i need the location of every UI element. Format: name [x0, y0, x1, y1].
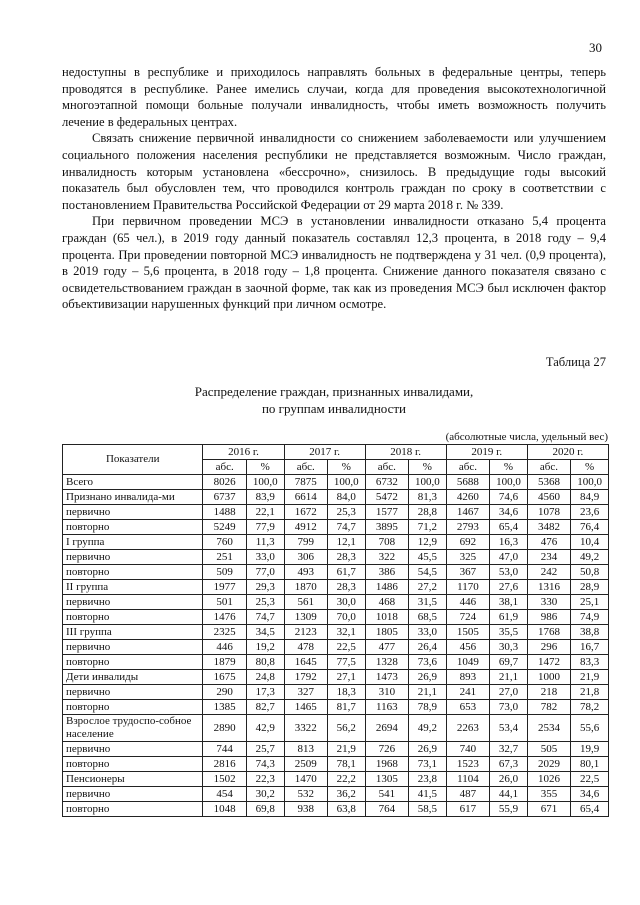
pct-value-cell: 27,2 [409, 580, 447, 595]
row-label: Пенсионеры [63, 772, 203, 787]
abs-value-cell: 242 [527, 565, 570, 580]
pct-value-cell: 26,0 [490, 772, 528, 787]
row-label: Признано инвалида-ми [63, 490, 203, 505]
abs-value-cell: 813 [284, 742, 327, 757]
row-label: первично [63, 550, 203, 565]
pct-value-cell: 21,9 [327, 742, 365, 757]
abs-value-cell: 1026 [527, 772, 570, 787]
pct-value-cell: 26,9 [409, 742, 447, 757]
pct-value-cell: 49,2 [409, 715, 447, 742]
table-row [63, 787, 609, 802]
table-row [63, 475, 609, 490]
row-label: повторно [63, 802, 203, 817]
row-label: повторно [63, 757, 203, 772]
table-label: Таблица 27 [545, 355, 606, 369]
row-label: Дети инвалиды [63, 670, 203, 685]
row-label: повторно [63, 565, 203, 580]
abs-value-cell: 386 [365, 565, 408, 580]
pct-value-cell: 22,1 [246, 505, 284, 520]
abs-value-cell: 476 [527, 535, 570, 550]
pct-value-cell: 26,9 [409, 670, 447, 685]
abs-value-cell: 1170 [446, 580, 489, 595]
abs-value-cell: 1645 [284, 655, 327, 670]
row-label: повторно [63, 655, 203, 670]
abs-value-cell: 744 [203, 742, 246, 757]
pct-value-cell: 31,5 [409, 595, 447, 610]
pct-value-cell: 10,4 [571, 535, 609, 550]
row-label: первично [63, 505, 203, 520]
abs-value-cell: 938 [284, 802, 327, 817]
caption-line: по группам инвалидности [261, 401, 407, 416]
pct-value-cell: 22,5 [327, 640, 365, 655]
pct-value-cell: 25,3 [246, 595, 284, 610]
abs-header: абс. [527, 460, 570, 475]
abs-value-cell: 708 [365, 535, 408, 550]
pct-value-cell: 63,8 [327, 802, 365, 817]
pct-value-cell: 32,1 [327, 625, 365, 640]
abs-value-cell: 478 [284, 640, 327, 655]
pct-value-cell: 84,9 [571, 490, 609, 505]
pct-value-cell: 69,7 [490, 655, 528, 670]
pct-value-cell: 56,2 [327, 715, 365, 742]
pct-value-cell: 34,5 [246, 625, 284, 640]
row-label: повторно [63, 520, 203, 535]
table-caption [62, 383, 606, 417]
abs-value-cell: 509 [203, 565, 246, 580]
pct-value-cell: 17,3 [246, 685, 284, 700]
pct-value-cell: 50,8 [571, 565, 609, 580]
abs-value-cell: 764 [365, 802, 408, 817]
abs-value-cell: 322 [365, 550, 408, 565]
pct-value-cell: 80,1 [571, 757, 609, 772]
table-row [63, 625, 609, 640]
pct-value-cell: 55,6 [571, 715, 609, 742]
page-number: 30 [589, 40, 602, 55]
pct-value-cell: 82,7 [246, 700, 284, 715]
abs-value-cell: 760 [203, 535, 246, 550]
table-row [63, 535, 609, 550]
abs-value-cell: 2123 [284, 625, 327, 640]
pct-value-cell: 54,5 [409, 565, 447, 580]
pct-value-cell: 30,2 [246, 787, 284, 802]
abs-value-cell: 1675 [203, 670, 246, 685]
table-row [63, 802, 609, 817]
pct-value-cell: 47,0 [490, 550, 528, 565]
table-row [63, 520, 609, 535]
disability-table [62, 444, 609, 817]
pct-value-cell: 24,8 [246, 670, 284, 685]
pct-value-cell: 69,8 [246, 802, 284, 817]
abs-value-cell: 541 [365, 787, 408, 802]
year-header-row [63, 445, 609, 460]
pct-value-cell: 67,3 [490, 757, 528, 772]
pct-value-cell: 100,0 [409, 475, 447, 490]
pct-value-cell: 100,0 [327, 475, 365, 490]
pct-value-cell: 61,7 [327, 565, 365, 580]
pct-value-cell: 45,5 [409, 550, 447, 565]
year-header: 2016 г. [203, 445, 284, 460]
pct-value-cell: 30,3 [490, 640, 528, 655]
abs-value-cell: 5472 [365, 490, 408, 505]
abs-value-cell: 782 [527, 700, 570, 715]
table-row [63, 757, 609, 772]
pct-value-cell: 38,8 [571, 625, 609, 640]
abs-header: абс. [446, 460, 489, 475]
abs-value-cell: 327 [284, 685, 327, 700]
abs-value-cell: 2816 [203, 757, 246, 772]
pct-value-cell: 42,9 [246, 715, 284, 742]
pct-value-cell: 21,1 [409, 685, 447, 700]
pct-value-cell: 33,0 [409, 625, 447, 640]
abs-value-cell: 1470 [284, 772, 327, 787]
row-label: повторно [63, 610, 203, 625]
table-row [63, 685, 609, 700]
pct-value-cell: 55,9 [490, 802, 528, 817]
pct-value-cell: 73,1 [409, 757, 447, 772]
indicators-header: Показатели [63, 445, 203, 475]
pct-value-cell: 74,7 [327, 520, 365, 535]
abs-value-cell: 234 [527, 550, 570, 565]
abs-value-cell: 1000 [527, 670, 570, 685]
year-header: 2020 г. [527, 445, 608, 460]
pct-value-cell: 100,0 [246, 475, 284, 490]
pct-value-cell: 81,3 [409, 490, 447, 505]
pct-value-cell: 61,9 [490, 610, 528, 625]
abs-value-cell: 1305 [365, 772, 408, 787]
pct-value-cell: 38,1 [490, 595, 528, 610]
pct-value-cell: 41,5 [409, 787, 447, 802]
abs-value-cell: 2534 [527, 715, 570, 742]
abs-value-cell: 1049 [446, 655, 489, 670]
abs-value-cell: 2793 [446, 520, 489, 535]
abs-value-cell: 1968 [365, 757, 408, 772]
pct-value-cell: 29,3 [246, 580, 284, 595]
pct-value-cell: 74,9 [571, 610, 609, 625]
year-header: 2019 г. [446, 445, 527, 460]
pct-value-cell: 21,9 [571, 670, 609, 685]
pct-value-cell: 36,2 [327, 787, 365, 802]
abs-value-cell: 446 [446, 595, 489, 610]
pct-value-cell: 23,8 [409, 772, 447, 787]
abs-value-cell: 325 [446, 550, 489, 565]
abs-value-cell: 1316 [527, 580, 570, 595]
pct-value-cell: 27,6 [490, 580, 528, 595]
pct-header: % [490, 460, 528, 475]
abs-value-cell: 1870 [284, 580, 327, 595]
abs-value-cell: 1018 [365, 610, 408, 625]
table-row [63, 505, 609, 520]
abs-value-cell: 4912 [284, 520, 327, 535]
table-row [63, 715, 609, 742]
abs-value-cell: 3322 [284, 715, 327, 742]
pct-value-cell: 83,9 [246, 490, 284, 505]
pct-value-cell: 35,5 [490, 625, 528, 640]
pct-value-cell: 23,6 [571, 505, 609, 520]
abs-value-cell: 3895 [365, 520, 408, 535]
pct-value-cell: 53,4 [490, 715, 528, 742]
abs-value-cell: 3482 [527, 520, 570, 535]
abs-value-cell: 1104 [446, 772, 489, 787]
table-row [63, 490, 609, 505]
table-row [63, 595, 609, 610]
row-label: первично [63, 685, 203, 700]
abs-value-cell: 477 [365, 640, 408, 655]
abs-value-cell: 1768 [527, 625, 570, 640]
table-row [63, 550, 609, 565]
pct-value-cell: 30,0 [327, 595, 365, 610]
pct-value-cell: 34,6 [571, 787, 609, 802]
row-label: I группа [63, 535, 203, 550]
abs-value-cell: 1328 [365, 655, 408, 670]
abs-value-cell: 501 [203, 595, 246, 610]
abs-value-cell: 724 [446, 610, 489, 625]
abs-value-cell: 310 [365, 685, 408, 700]
paragraph: Связать снижение первичной инвалидности со снижением заболеваемости или улучшением социального положения населения республики не представляется возможным. Число граждан, инвалидность которым установлена «бессрочно», снизилось. В предыдущие годы высокий показатель был обусловлен тем, что проводился контроль граждан по сроку в соответствии с постановлением Правительства Российской Федерации от 29 марта 2018 г. № 339. [62, 131, 606, 212]
pct-value-cell: 26,4 [409, 640, 447, 655]
abs-value-cell: 1078 [527, 505, 570, 520]
paragraph: недоступны в республике и приходилось направлять больных в федеральные центры, теперь проводятся в республике. Ранее имелись случаи, когда для проведения высокотехнологичной многоэтапной помощи больные получали инвалидность, чтобы иметь возможность получить лечение в федеральных центрах. [62, 65, 606, 129]
units-note: (абсолютные числа, удельный вес) [445, 431, 608, 443]
abs-value-cell: 2890 [203, 715, 246, 742]
abs-value-cell: 1163 [365, 700, 408, 715]
pct-value-cell: 28,8 [409, 505, 447, 520]
abs-value-cell: 251 [203, 550, 246, 565]
pct-value-cell: 34,6 [490, 505, 528, 520]
row-label: первично [63, 640, 203, 655]
pct-value-cell: 19,2 [246, 640, 284, 655]
pct-value-cell: 25,7 [246, 742, 284, 757]
pct-value-cell: 16,3 [490, 535, 528, 550]
pct-value-cell: 11,3 [246, 535, 284, 550]
abs-value-cell: 1672 [284, 505, 327, 520]
pct-value-cell: 27,0 [490, 685, 528, 700]
pct-value-cell: 19,9 [571, 742, 609, 757]
pct-value-cell: 25,1 [571, 595, 609, 610]
pct-value-cell: 83,3 [571, 655, 609, 670]
table-body [63, 475, 609, 817]
pct-value-cell: 16,7 [571, 640, 609, 655]
row-label: Взрослое трудоспо-собное население [63, 715, 203, 742]
pct-header: % [409, 460, 447, 475]
abs-value-cell: 671 [527, 802, 570, 817]
table-row [63, 640, 609, 655]
abs-value-cell: 493 [284, 565, 327, 580]
abs-value-cell: 296 [527, 640, 570, 655]
pct-value-cell: 81,7 [327, 700, 365, 715]
pct-value-cell: 22,3 [246, 772, 284, 787]
abs-value-cell: 740 [446, 742, 489, 757]
abs-value-cell: 290 [203, 685, 246, 700]
pct-value-cell: 58,5 [409, 802, 447, 817]
abs-value-cell: 692 [446, 535, 489, 550]
pct-value-cell: 49,2 [571, 550, 609, 565]
abs-value-cell: 1486 [365, 580, 408, 595]
abs-value-cell: 1502 [203, 772, 246, 787]
pct-value-cell: 76,4 [571, 520, 609, 535]
paragraph: При первичном проведении МСЭ в установлении инвалидности отказано 5,4 процента граждан (65 чел.), в 2019 году данный показатель составлял 12,3 процента, в 2018 году – 9,4 процента. При проведении повторной МСЭ инвалидность не подтверждена у 31 чел. (0,9 процента), в 2019 году – 5,6 процента, в 2018 году – 1,8 процента. Снижение данного показателя связано с освидетельствованием граждан в заочной форме, так как из проведения МСЭ был исключен фактор объективизации нарушенных функций при личном осмотре. [62, 214, 606, 312]
pct-value-cell: 77,9 [246, 520, 284, 535]
pct-value-cell: 73,0 [490, 700, 528, 715]
abs-value-cell: 456 [446, 640, 489, 655]
abs-value-cell: 726 [365, 742, 408, 757]
pct-value-cell: 78,1 [327, 757, 365, 772]
abs-value-cell: 454 [203, 787, 246, 802]
pct-value-cell: 12,9 [409, 535, 447, 550]
table-row [63, 670, 609, 685]
pct-value-cell: 68,5 [409, 610, 447, 625]
pct-value-cell: 12,1 [327, 535, 365, 550]
pct-value-cell: 74,3 [246, 757, 284, 772]
table-row [63, 742, 609, 757]
abs-value-cell: 799 [284, 535, 327, 550]
abs-value-cell: 6737 [203, 490, 246, 505]
pct-value-cell: 78,2 [571, 700, 609, 715]
abs-value-cell: 4560 [527, 490, 570, 505]
pct-header: % [246, 460, 284, 475]
abs-value-cell: 1309 [284, 610, 327, 625]
abs-value-cell: 1977 [203, 580, 246, 595]
row-label: II группа [63, 580, 203, 595]
pct-value-cell: 32,7 [490, 742, 528, 757]
abs-value-cell: 5688 [446, 475, 489, 490]
pct-value-cell: 77,5 [327, 655, 365, 670]
abs-value-cell: 6614 [284, 490, 327, 505]
caption-line: Распределение граждан, признанных инвалидами, [194, 384, 474, 399]
pct-value-cell: 71,2 [409, 520, 447, 535]
pct-value-cell: 65,4 [571, 802, 609, 817]
pct-value-cell: 74,7 [246, 610, 284, 625]
abs-value-cell: 1476 [203, 610, 246, 625]
table-row [63, 700, 609, 715]
abs-value-cell: 1792 [284, 670, 327, 685]
abs-value-cell: 4260 [446, 490, 489, 505]
pct-value-cell: 28,3 [327, 580, 365, 595]
row-label: Всего [63, 475, 203, 490]
abs-value-cell: 8026 [203, 475, 246, 490]
abs-value-cell: 505 [527, 742, 570, 757]
abs-value-cell: 1523 [446, 757, 489, 772]
pct-value-cell: 100,0 [490, 475, 528, 490]
pct-value-cell: 80,8 [246, 655, 284, 670]
abs-value-cell: 241 [446, 685, 489, 700]
pct-value-cell: 27,1 [327, 670, 365, 685]
pct-value-cell: 21,1 [490, 670, 528, 685]
row-label: III группа [63, 625, 203, 640]
abs-value-cell: 653 [446, 700, 489, 715]
pct-value-cell: 73,6 [409, 655, 447, 670]
row-label: повторно [63, 700, 203, 715]
abs-header: абс. [203, 460, 246, 475]
abs-value-cell: 487 [446, 787, 489, 802]
table-row [63, 565, 609, 580]
pct-value-cell: 22,2 [327, 772, 365, 787]
abs-value-cell: 367 [446, 565, 489, 580]
pct-value-cell: 53,0 [490, 565, 528, 580]
abs-value-cell: 1879 [203, 655, 246, 670]
abs-value-cell: 5368 [527, 475, 570, 490]
abs-value-cell: 2694 [365, 715, 408, 742]
year-header: 2017 г. [284, 445, 365, 460]
abs-value-cell: 532 [284, 787, 327, 802]
abs-value-cell: 1577 [365, 505, 408, 520]
pct-value-cell: 100,0 [571, 475, 609, 490]
abs-value-cell: 468 [365, 595, 408, 610]
abs-value-cell: 2325 [203, 625, 246, 640]
pct-value-cell: 25,3 [327, 505, 365, 520]
abs-value-cell: 2263 [446, 715, 489, 742]
pct-value-cell: 84,0 [327, 490, 365, 505]
abs-value-cell: 7875 [284, 475, 327, 490]
pct-value-cell: 28,3 [327, 550, 365, 565]
abs-value-cell: 1465 [284, 700, 327, 715]
abs-value-cell: 1473 [365, 670, 408, 685]
abs-value-cell: 1488 [203, 505, 246, 520]
abs-value-cell: 355 [527, 787, 570, 802]
abs-value-cell: 617 [446, 802, 489, 817]
abs-value-cell: 561 [284, 595, 327, 610]
pct-header: % [571, 460, 609, 475]
pct-value-cell: 28,9 [571, 580, 609, 595]
pct-value-cell: 77,0 [246, 565, 284, 580]
abs-value-cell: 1505 [446, 625, 489, 640]
pct-value-cell: 78,9 [409, 700, 447, 715]
table-row [63, 580, 609, 595]
table-row [63, 772, 609, 787]
table-row [63, 610, 609, 625]
body-text [62, 64, 606, 313]
abs-value-cell: 446 [203, 640, 246, 655]
pct-value-cell: 44,1 [490, 787, 528, 802]
abs-value-cell: 6732 [365, 475, 408, 490]
abs-value-cell: 893 [446, 670, 489, 685]
abs-value-cell: 2509 [284, 757, 327, 772]
abs-value-cell: 986 [527, 610, 570, 625]
table-row [63, 655, 609, 670]
pct-value-cell: 70,0 [327, 610, 365, 625]
pct-value-cell: 74,6 [490, 490, 528, 505]
abs-value-cell: 1048 [203, 802, 246, 817]
abs-value-cell: 1385 [203, 700, 246, 715]
abs-value-cell: 218 [527, 685, 570, 700]
pct-value-cell: 22,5 [571, 772, 609, 787]
pct-value-cell: 18,3 [327, 685, 365, 700]
abs-value-cell: 330 [527, 595, 570, 610]
abs-value-cell: 1472 [527, 655, 570, 670]
abs-header: абс. [284, 460, 327, 475]
abs-value-cell: 5249 [203, 520, 246, 535]
pct-value-cell: 33,0 [246, 550, 284, 565]
abs-header: абс. [365, 460, 408, 475]
pct-value-cell: 21,8 [571, 685, 609, 700]
row-label: первично [63, 787, 203, 802]
year-header: 2018 г. [365, 445, 446, 460]
row-label: первично [63, 595, 203, 610]
abs-value-cell: 1467 [446, 505, 489, 520]
pct-value-cell: 65,4 [490, 520, 528, 535]
row-label: первично [63, 742, 203, 757]
abs-value-cell: 1805 [365, 625, 408, 640]
abs-value-cell: 2029 [527, 757, 570, 772]
abs-value-cell: 306 [284, 550, 327, 565]
pct-header: % [327, 460, 365, 475]
